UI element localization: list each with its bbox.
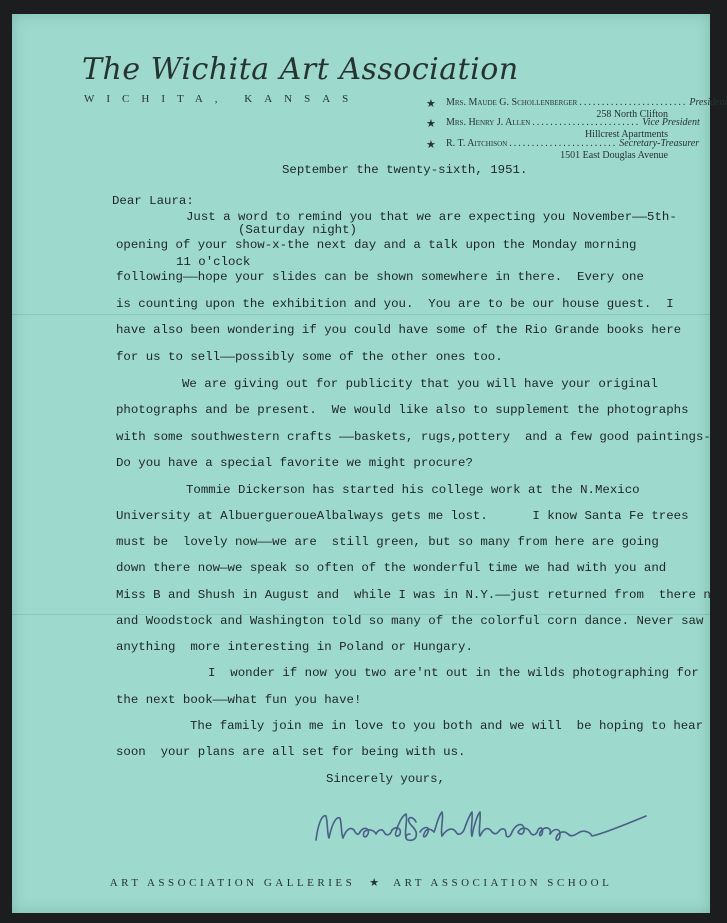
footer-school: ART ASSOCIATION SCHOOL: [393, 877, 613, 889]
letter-line: following——hope your slides can be shown somewhere in there. Every one: [116, 270, 644, 284]
footer-galleries: ART ASSOCIATION GALLERIES: [109, 877, 356, 889]
officer-address: Hillcrest Apartments: [584, 129, 668, 140]
officer-address: 258 North Clifton: [596, 109, 668, 120]
letter-line: Do you have a special favorite we might procure?: [116, 456, 473, 470]
letter-line: I wonder if now you two are'nt out in the wilds photographing for: [208, 666, 699, 680]
letter-line: soon your plans are all set for being with us.: [116, 745, 466, 759]
letter-line: We are giving out for publicity that you will have your original: [182, 377, 658, 391]
letter-line: must be lovely now——we are still green, but so many from here are going: [116, 535, 659, 549]
letter-line: and Woodstock and Washington told so many of the colorful corn dance. Never saw: [116, 614, 704, 628]
star-icon: ★: [369, 877, 380, 889]
footer: [12, 876, 710, 889]
letter-insert: (Saturday night): [238, 223, 357, 237]
letter-line: The family join me in love to you both and we will be hoping to hear: [190, 719, 704, 733]
letter-line: photographs and be present. We would like also to supplement the photographs: [116, 403, 689, 417]
officer-role: President: [689, 97, 727, 108]
star-icon: ★: [426, 98, 436, 110]
officer-president: ★ Mrs. Maude G. Schollenberger ........................ President 258 North Clifton: [426, 97, 727, 120]
officer-address: 1501 East Douglas Avenue: [560, 150, 668, 161]
fold-line: [12, 314, 710, 315]
letter-line: Tommie Dickerson has started his college work at the N.Mexico: [186, 483, 640, 497]
letter-date: September the twenty-sixth, 1951.: [282, 163, 528, 177]
letter-line: down there now—we speak so often of the wonderful time we had with you and: [116, 561, 667, 575]
letter-line: Just a word to remind you that we are expecting you November——5th-: [186, 210, 677, 224]
letter-line: the next book——what fun you have!: [116, 693, 362, 707]
letter-line: University at AlbuergueroueAlbalways gets me lost. I know Santa Fe trees: [116, 509, 689, 523]
letter-line: have also been wondering if you could have some of the Rio Grande books here: [116, 323, 682, 337]
letter-page: [12, 14, 727, 913]
officer-vice-president: ★ Mrs. Henry J. Allen ........................ Vice President Hillcrest Apartments: [426, 117, 700, 140]
letter-line: Miss B and Shush in August and while I was in N.Y.——just returned from there n: [116, 588, 711, 602]
letter-salutation: Dear Laura:: [112, 194, 194, 208]
officer-name: Mrs. Maude G. Schollenberger: [446, 97, 578, 108]
star-icon: ★: [426, 118, 436, 130]
officer-role: Vice President: [642, 117, 700, 128]
letterhead-place: WICHITA, KANSAS: [84, 93, 361, 105]
officer-secretary-treasurer: ★ R. T. Aitchison ........................ Secretary-Treasurer 1501 East Douglas Avenue: [426, 138, 700, 161]
officer-name: Mrs. Henry J. Allen: [446, 117, 531, 128]
letter-line: with some southwestern crafts ——baskets, rugs,pottery and a few good paintings-: [116, 430, 711, 444]
officer-name: R. T. Aitchison: [446, 138, 508, 149]
letter-insert: 11 o'clock: [176, 255, 251, 269]
star-icon: ★: [426, 139, 436, 151]
letterhead-title: The Wichita Art Association: [82, 52, 519, 87]
letter-line: opening of your show-x-the next day and a talk upon the Monday morning: [116, 238, 637, 252]
letter-line: anything more interesting in Poland or Hungary.: [116, 640, 473, 654]
signature: [312, 794, 652, 854]
officer-role: Secretary-Treasurer: [619, 138, 700, 149]
letter-line: is counting upon the exhibition and you. You are to be our house guest. I: [116, 297, 674, 311]
letter-closing: Sincerely yours,: [326, 772, 445, 786]
letter-line: for us to sell——possibly some of the other ones too.: [116, 350, 503, 364]
